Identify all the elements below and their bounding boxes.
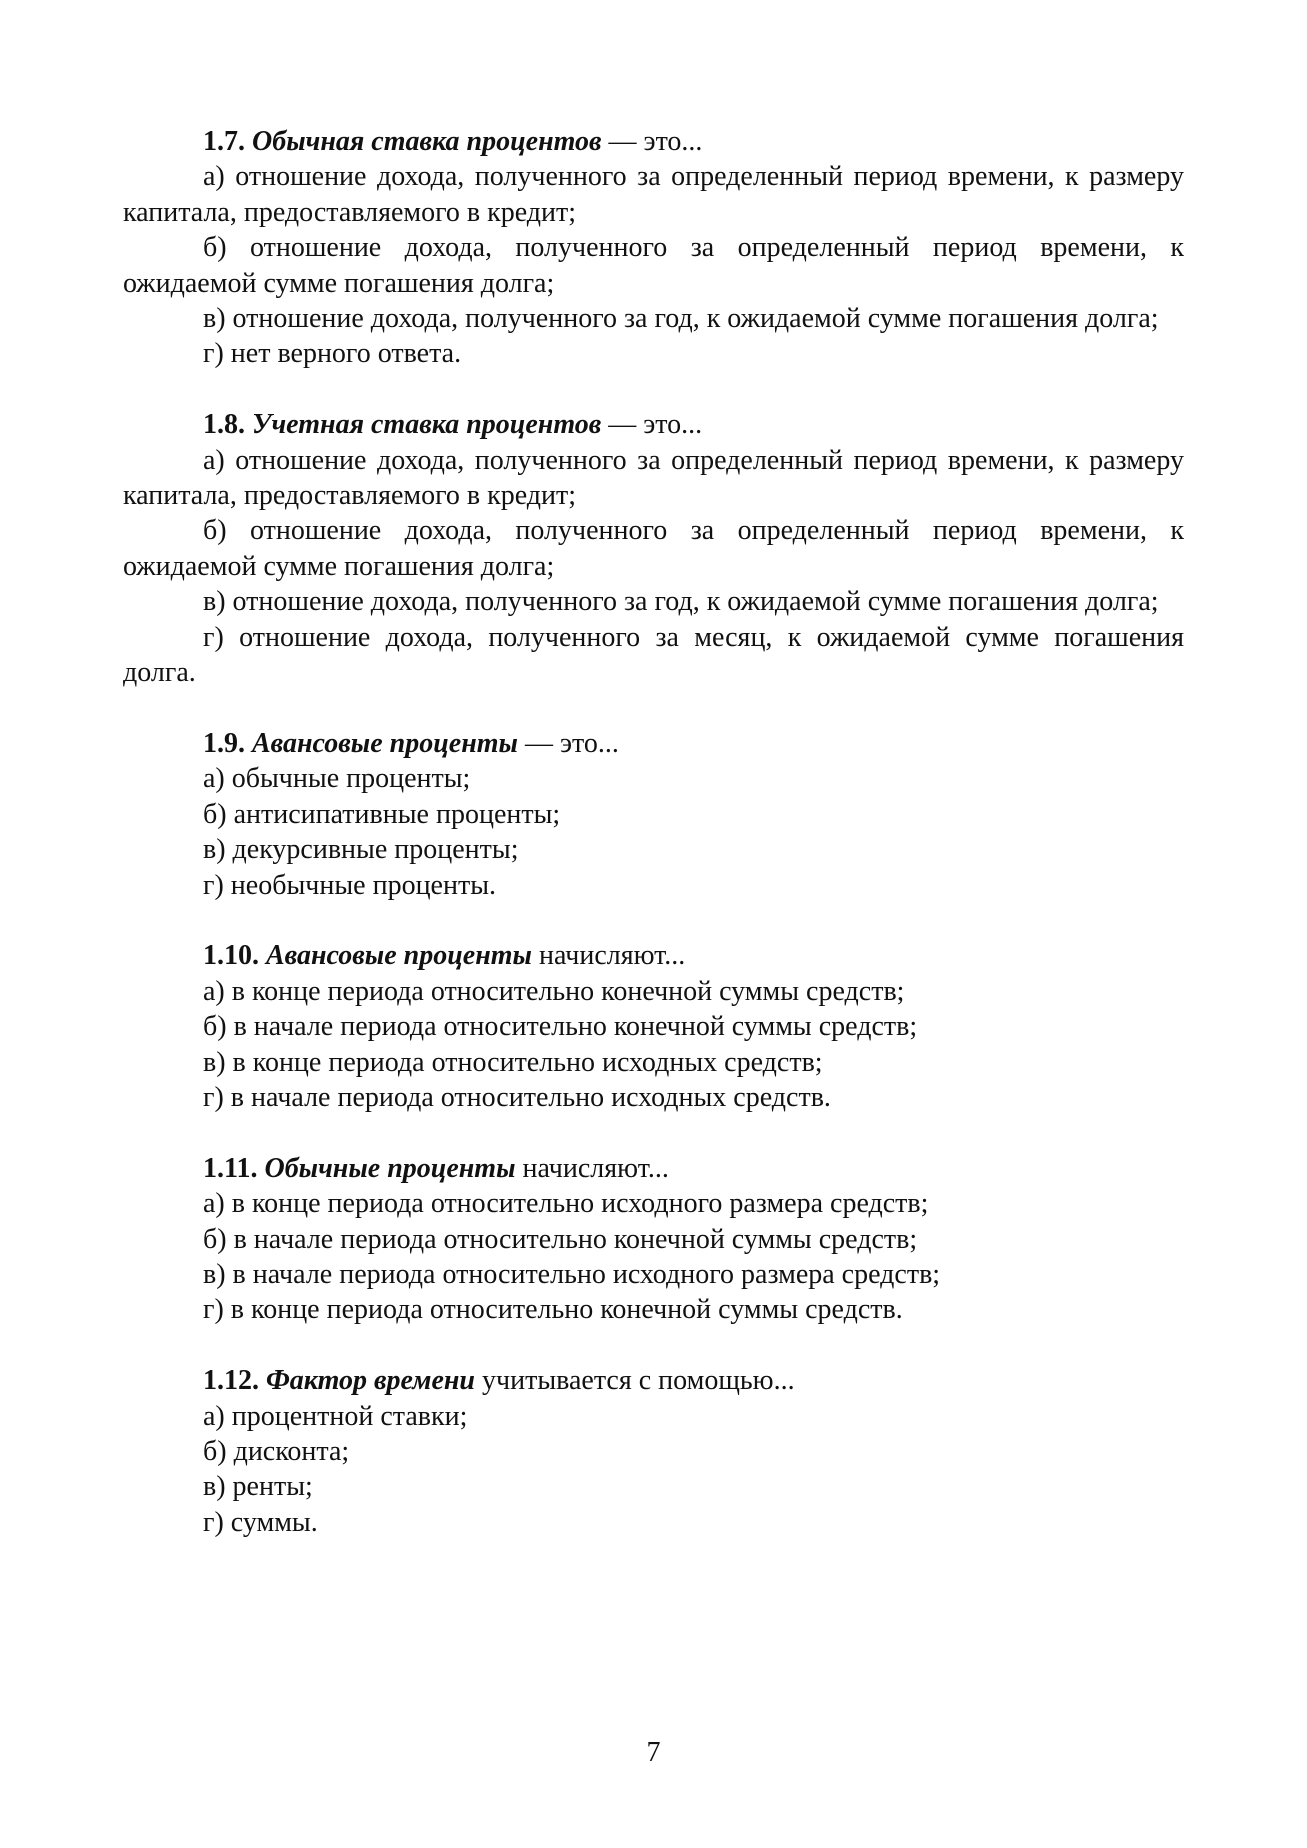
question-suffix: — это...	[601, 409, 703, 441]
answer-option-d: г) необычные проценты.	[203, 869, 497, 901]
answer-option-a: а) в конце периода относительно конечной суммы средств;	[203, 975, 905, 1007]
question-1-10	[123, 938, 1184, 1115]
question-1-7	[123, 124, 1184, 372]
answer-option-b: б) дисконта;	[203, 1435, 350, 1467]
answer-option-a: а) отношение дохода, полученного за определенный период времени, к размеру капитала, предоставляемого в кредит;	[123, 444, 1184, 512]
question-term: Авансовые проценты	[266, 940, 532, 972]
question-number: 1.11.	[203, 1152, 258, 1184]
answer-option-c: в) отношение дохода, полученного за год, к ожидаемой сумме погашения долга;	[203, 303, 1159, 335]
answer-option-d: г) нет верного ответа.	[203, 338, 462, 370]
question-suffix: начисляют...	[531, 940, 686, 972]
answer-option-c: в) декурсивные проценты;	[203, 834, 519, 866]
question-term: Обычные проценты	[264, 1152, 516, 1184]
answer-option-d: г) отношение дохода, полученного за месяц, к ожидаемой сумме погашения долга.	[123, 621, 1184, 689]
question-title	[123, 407, 1184, 442]
question-1-11	[123, 1151, 1184, 1328]
answer-option-b: б) в начале периода относительно конечной суммы средств;	[203, 1223, 918, 1255]
answer-option-a: а) отношение дохода, полученного за определенный период времени, к размеру капитала, предоставляемого в кредит;	[123, 161, 1184, 228]
question-number: 1.12.	[203, 1365, 259, 1397]
page-content	[123, 124, 1184, 1576]
question-suffix: начисляют...	[515, 1152, 669, 1184]
question-1-12	[123, 1363, 1184, 1540]
question-title	[123, 124, 1184, 159]
question-number: 1.8.	[203, 409, 245, 441]
answer-option-a: а) в конце периода относительно исходного размера средств;	[203, 1188, 929, 1220]
answer-option-d: г) в конце периода относительно конечной суммы средств.	[203, 1294, 903, 1326]
question-term: Учетная ставка процентов	[252, 409, 602, 441]
question-suffix: — это...	[601, 126, 703, 157]
answer-option-c: в) ренты;	[203, 1471, 313, 1503]
question-title	[123, 1151, 1184, 1186]
question-number: 1.9.	[203, 727, 245, 759]
question-1-8	[123, 407, 1184, 690]
question-term: Обычная ставка процентов	[252, 126, 602, 157]
answer-option-d: г) суммы.	[203, 1506, 318, 1538]
answer-option-b: б) антисипативные проценты;	[203, 798, 561, 830]
question-title	[123, 938, 1184, 973]
answer-option-c: в) отношение дохода, полученного за год, к ожидаемой сумме погашения долга;	[203, 586, 1159, 618]
question-title	[123, 1363, 1184, 1398]
answer-option-d: г) в начале периода относительно исходных средств.	[203, 1081, 831, 1113]
answer-option-b: б) отношение дохода, полученного за определенный период времени, к ожидаемой сумме погашения долга;	[123, 232, 1184, 299]
answer-option-a: а) обычные проценты;	[203, 763, 471, 795]
question-suffix: учитывается с помощью...	[475, 1365, 795, 1397]
answer-option-c: в) в конце периода относительно исходных средств;	[203, 1046, 823, 1078]
answer-option-a: а) процентной ставки;	[203, 1400, 468, 1432]
question-suffix: — это...	[517, 727, 619, 759]
answer-option-b: б) отношение дохода, полученного за определенный период времени, к ожидаемой сумме погашения долга;	[123, 515, 1184, 582]
page-number: 7	[646, 1737, 661, 1768]
question-1-9	[123, 726, 1184, 903]
question-title	[123, 726, 1184, 761]
question-number: 1.7.	[203, 126, 245, 157]
question-term: Фактор времени	[266, 1365, 476, 1397]
answer-option-b: б) в начале периода относительно конечной суммы средств;	[203, 1011, 918, 1043]
question-number: 1.10.	[203, 940, 259, 972]
answer-option-c: в) в начале периода относительно исходного размера средств;	[203, 1258, 941, 1290]
question-term: Авансовые проценты	[252, 727, 518, 759]
